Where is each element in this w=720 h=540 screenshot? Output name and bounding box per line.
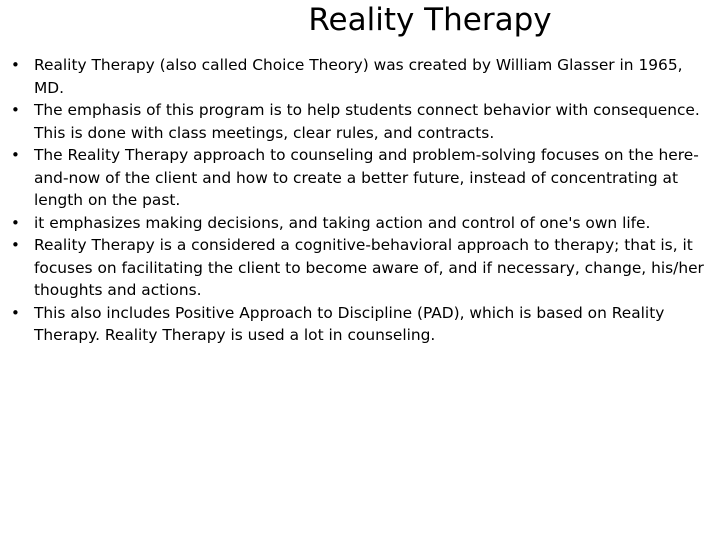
bullet-icon: • [11, 146, 20, 164]
bullet-item-3 [0, 144, 720, 212]
bullet-text: The emphasis of this program is to help students connect behavior with consequence. This is done with class meetings, clear rules, and contracts. [34, 101, 700, 142]
bullet-item-4 [0, 212, 720, 235]
bullet-text: Reality Therapy (also called Choice Theory) was created by William Glasser in 1965, MD. [34, 56, 683, 97]
bullet-icon: • [11, 236, 20, 254]
slide-title: Reality Therapy [308, 2, 552, 38]
bullet-icon: • [11, 101, 20, 119]
bullet-icon: • [11, 56, 20, 74]
bullet-text: This also includes Positive Approach to Discipline (PAD), which is based on Reality Therapy. Reality Therapy is used a lot in counseling. [34, 303, 665, 344]
bullet-text: it emphasizes making decisions, and taking action and control of one's own life. [34, 213, 651, 232]
bullet-item-5 [0, 234, 720, 302]
bullet-item-6 [0, 302, 720, 347]
bullet-icon: • [11, 213, 20, 232]
bullet-text: Reality Therapy is a considered a cognitive-behavioral approach to therapy; that is, it focuses on facilitating the client to become aware of, and if necessary, change, his/her thoughts and actions. [34, 236, 704, 299]
bullet-list [0, 54, 720, 347]
bullet-item-1 [0, 54, 720, 99]
bullet-text: The Reality Therapy approach to counseling and problem-solving focuses on the here-and-now of the client and how to create a better future, instead of concentrating at length on the past. [34, 146, 699, 209]
bullet-icon: • [11, 303, 20, 322]
bullet-item-2 [0, 99, 720, 144]
